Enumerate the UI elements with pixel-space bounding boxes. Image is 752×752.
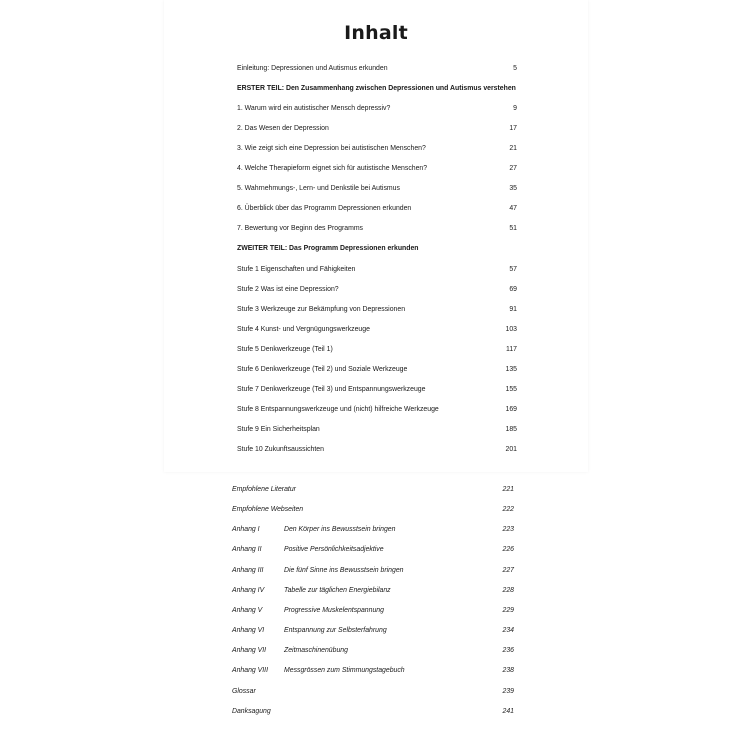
- toc-entry-page: 103: [505, 325, 517, 333]
- appendix-entry-title: Progressive Muskelentspannung: [284, 606, 384, 614]
- toc-entry: [237, 62, 517, 76]
- toc-entry-page: 51: [509, 225, 517, 233]
- appendix-entry-label: Danksagung: [232, 707, 271, 715]
- appendix-entry: [232, 503, 514, 517]
- toc-section-heading: [237, 82, 517, 96]
- toc-entry-label: Stufe 7 Denkwerkzeuge (Teil 3) und Entspannungswerkzeuge: [237, 385, 426, 393]
- appendix-entry: [232, 644, 514, 658]
- toc-section-heading: [237, 242, 517, 256]
- toc-entry-label: Stufe 8 Entspannungswerkzeuge und (nicht) hilfreiche Werkzeuge: [237, 405, 439, 413]
- appendix-entry-page: 236: [502, 647, 514, 655]
- appendix-entry-label: Anhang I: [232, 526, 260, 534]
- toc-entry-page: 155: [505, 385, 517, 393]
- toc-entry: [237, 122, 517, 136]
- appendix-entry-page: 226: [502, 546, 514, 554]
- toc-entry-label: ERSTER TEIL: Den Zusammenhang zwischen Depressionen und Autismus verstehen: [237, 85, 516, 93]
- appendix-entry-page: 238: [502, 667, 514, 675]
- toc-entry: [237, 343, 517, 357]
- toc-entry-page: 27: [509, 165, 517, 173]
- toc-entry-label: Stufe 4 Kunst- und Vergnügungswerkzeuge: [237, 325, 370, 333]
- appendix-entry-label: Anhang VIII: [232, 667, 269, 675]
- toc-entry: [237, 323, 517, 337]
- toc-entry-label: Stufe 2 Was ist eine Depression?: [237, 285, 339, 293]
- appendix-entry: [232, 543, 514, 557]
- appendix-entry: [232, 624, 514, 638]
- toc-entry-label: Stufe 9 Ein Sicherheitsplan: [237, 425, 320, 433]
- appendix-entry-title: Positive Persönlichkeitsadjektive: [284, 546, 384, 554]
- toc-entry-page: 17: [509, 125, 517, 133]
- toc-entry: [237, 263, 517, 277]
- toc-entry: [237, 102, 517, 116]
- toc-entry-label: 2. Das Wesen der Depression: [237, 125, 329, 133]
- toc-entry-page: 21: [509, 145, 517, 153]
- appendix-entry-title: Den Körper ins Bewusstsein bringen: [284, 526, 396, 534]
- appendix-entry-label: Empfohlene Literatur: [232, 486, 296, 493]
- toc-entry-label: 6. Überblick über das Programm Depressionen erkunden: [237, 205, 412, 213]
- appendix-entry-title: Tabelle zur täglichen Energiebilanz: [284, 586, 391, 594]
- appendix-entry: [232, 584, 514, 598]
- appendix-entry-label: Anhang III: [232, 566, 264, 574]
- page-title: Inhalt: [344, 22, 408, 44]
- toc-entry-page: 117: [506, 345, 517, 353]
- toc-entry: [237, 403, 517, 417]
- toc-entry: [237, 142, 517, 156]
- toc-entry: [237, 383, 517, 397]
- appendix-entry: [232, 483, 514, 497]
- toc-entry-page: 69: [509, 285, 517, 293]
- appendix-entry-label: Anhang V: [232, 606, 263, 614]
- toc-entry-label: ZWEITER TEIL: Das Programm Depressionen erkunden: [237, 245, 419, 253]
- toc-entry-page: 185: [505, 425, 517, 433]
- toc-entry-page: 35: [509, 185, 517, 193]
- appendix-entry-label: Glossar: [232, 687, 256, 695]
- toc-entry: [237, 423, 517, 437]
- appendix-entry-label: Anhang IV: [232, 586, 265, 594]
- toc-entry: [237, 202, 517, 216]
- appendix-entry-title: Entspannung zur Selbsterfahrung: [284, 627, 387, 635]
- toc-entry: [237, 443, 517, 457]
- appendix-entry-label: Empfohlene Webseiten: [232, 506, 304, 514]
- appendix-entry: [232, 705, 514, 719]
- appendix-entry-page: 227: [502, 566, 514, 574]
- appendix-entry-title: Messgrössen zum Stimmungstagebuch: [284, 667, 405, 675]
- toc-entry: [237, 162, 517, 176]
- toc-entry: [237, 363, 517, 377]
- appendix-entry-page: 229: [502, 606, 514, 614]
- toc-entry-label: Einleitung: Depressionen und Autismus erkunden: [237, 65, 388, 72]
- appendix-entry: [232, 564, 514, 578]
- appendix-entry: [232, 664, 514, 678]
- appendix-entry-page: 228: [502, 586, 514, 594]
- appendix-entry-label: Anhang VI: [232, 627, 265, 635]
- appendix-entry-page: 234: [502, 627, 514, 635]
- toc-entry-label: 3. Wie zeigt sich eine Depression bei autistischen Menschen?: [237, 145, 426, 153]
- toc-entry-page: 47: [509, 205, 517, 213]
- toc-entry-label: Stufe 10 Zukunftsaussichten: [237, 445, 324, 453]
- toc-entry-page: 91: [509, 305, 517, 313]
- toc-entry-page: 135: [505, 365, 517, 373]
- appendix-entry-page: 241: [502, 707, 514, 715]
- toc-entry-label: Stufe 6 Denkwerkzeuge (Teil 2) und Soziale Werkzeuge: [237, 365, 408, 373]
- appendix-entry-title: Zeitmaschinenübung: [284, 647, 348, 655]
- toc-entry: [237, 182, 517, 196]
- toc-entry: [237, 283, 517, 297]
- appendix-entry: [232, 604, 514, 618]
- toc-entry-page: 5: [513, 65, 517, 72]
- toc-entry-label: Stufe 5 Denkwerkzeuge (Teil 1): [237, 345, 333, 353]
- appendix-entry-title: Die fünf Sinne ins Bewusstsein bringen: [284, 566, 404, 574]
- toc-entry-page: 169: [505, 405, 517, 413]
- appendix-entry-page: 222: [502, 506, 514, 514]
- toc-entry-label: 5. Wahrnehmungs-, Lern- und Denkstile bei Autismus: [237, 185, 400, 193]
- toc-entry: [237, 222, 517, 236]
- appendix-entry: [232, 523, 514, 537]
- toc-entry-label: Stufe 1 Eigenschaften und Fähigkeiten: [237, 265, 356, 273]
- appendix-entry-label: Anhang VII: [232, 647, 267, 655]
- toc-entry-label: Stufe 3 Werkzeuge zur Bekämpfung von Depressionen: [237, 305, 406, 313]
- toc-entry-label: 7. Bewertung vor Beginn des Programms: [237, 225, 364, 233]
- toc-entry-page: 9: [513, 105, 517, 113]
- appendix-entry-page: 223: [502, 526, 514, 534]
- appendix-entry: [232, 685, 514, 699]
- toc-entry-page: 201: [505, 445, 517, 453]
- toc-entry-label: 1. Warum wird ein autistischer Mensch depressiv?: [237, 105, 391, 113]
- toc-entry: [237, 303, 517, 317]
- toc-entry-page: 57: [509, 265, 517, 273]
- toc-entry-label: 4. Welche Therapieform eignet sich für autistische Menschen?: [237, 165, 428, 173]
- appendix-entry-page: 239: [502, 687, 514, 695]
- appendix-entry-label: Anhang II: [232, 546, 262, 554]
- appendix-entry-page: 221: [502, 486, 514, 493]
